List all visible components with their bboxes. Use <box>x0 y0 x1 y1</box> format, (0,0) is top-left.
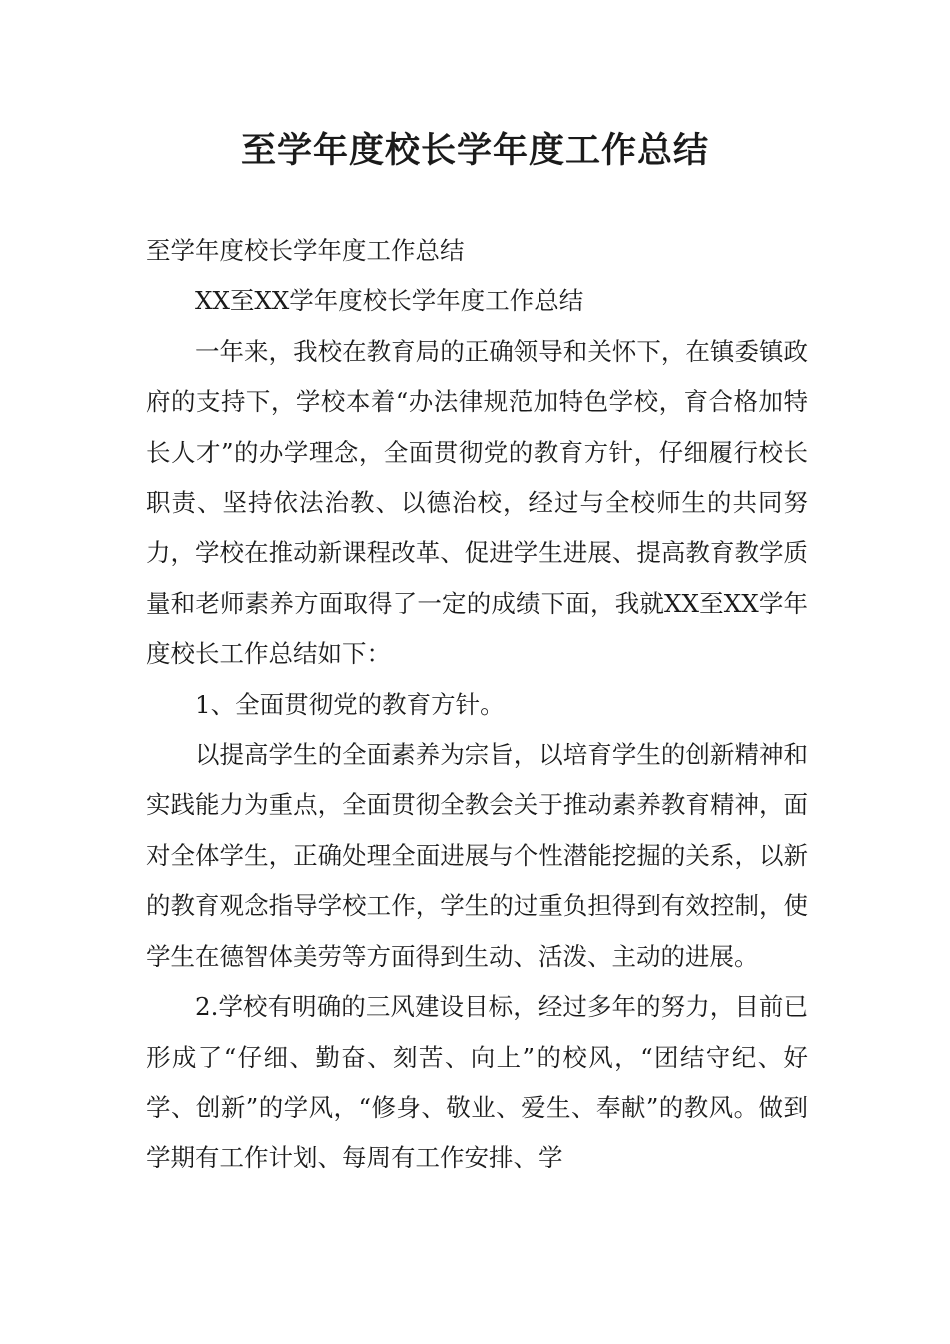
paragraph-section-2: 2.学校有明确的三风建设目标，经过多年的努力，目前已形成了“仔细、勤奋、刻苦、向上”的校风，“团结守纪、好学、创新”的学风，“修身、敬业、爱生、奉献”的教风。做到学期有工作计划、每周有工作安排、学 <box>146 992 808 1173</box>
paragraph-subtitle: 至学年度校长学年度工作总结 <box>146 236 465 265</box>
paragraph-section-1: 1、全面贯彻党的教育方针。 <box>195 689 505 719</box>
document-body <box>146 226 808 1184</box>
paragraph-section-1-body: 以提高学生的全面素养为宗旨，以培育学生的创新精神和实践能力为重点，全面贯彻全教会关于推动素养教育精神，面对全体学生，正确处理全面进展与个性潜能挖掘的关系，以新的教育观念指导学校工作，学生的过重负担得到有效控制，使学生在德智体美劳等方面得到生动、活泼、主动的进展。 <box>146 740 808 971</box>
paragraph-heading: XX至XX学年度校长学年度工作总结 <box>195 286 584 316</box>
document-title: 至学年度校长学年度工作总结 <box>240 131 709 171</box>
paragraph-intro: 一年来，我校在教育局的正确领导和关怀下，在镇委镇政府的支持下，学校本着“办法律规范加特色学校，育合格加特长人才”的办学理念，全面贯彻党的教育方针，仔细履行校长职责、坚持依法治教、以德治校，经过与全校师生的共同努力，学校在推动新课程改革、促进学生进展、提高教育教学质量和老师素养方面取得了一定的成绩下面，我就XX至XX学年度校长工作总结如下： <box>146 336 808 669</box>
